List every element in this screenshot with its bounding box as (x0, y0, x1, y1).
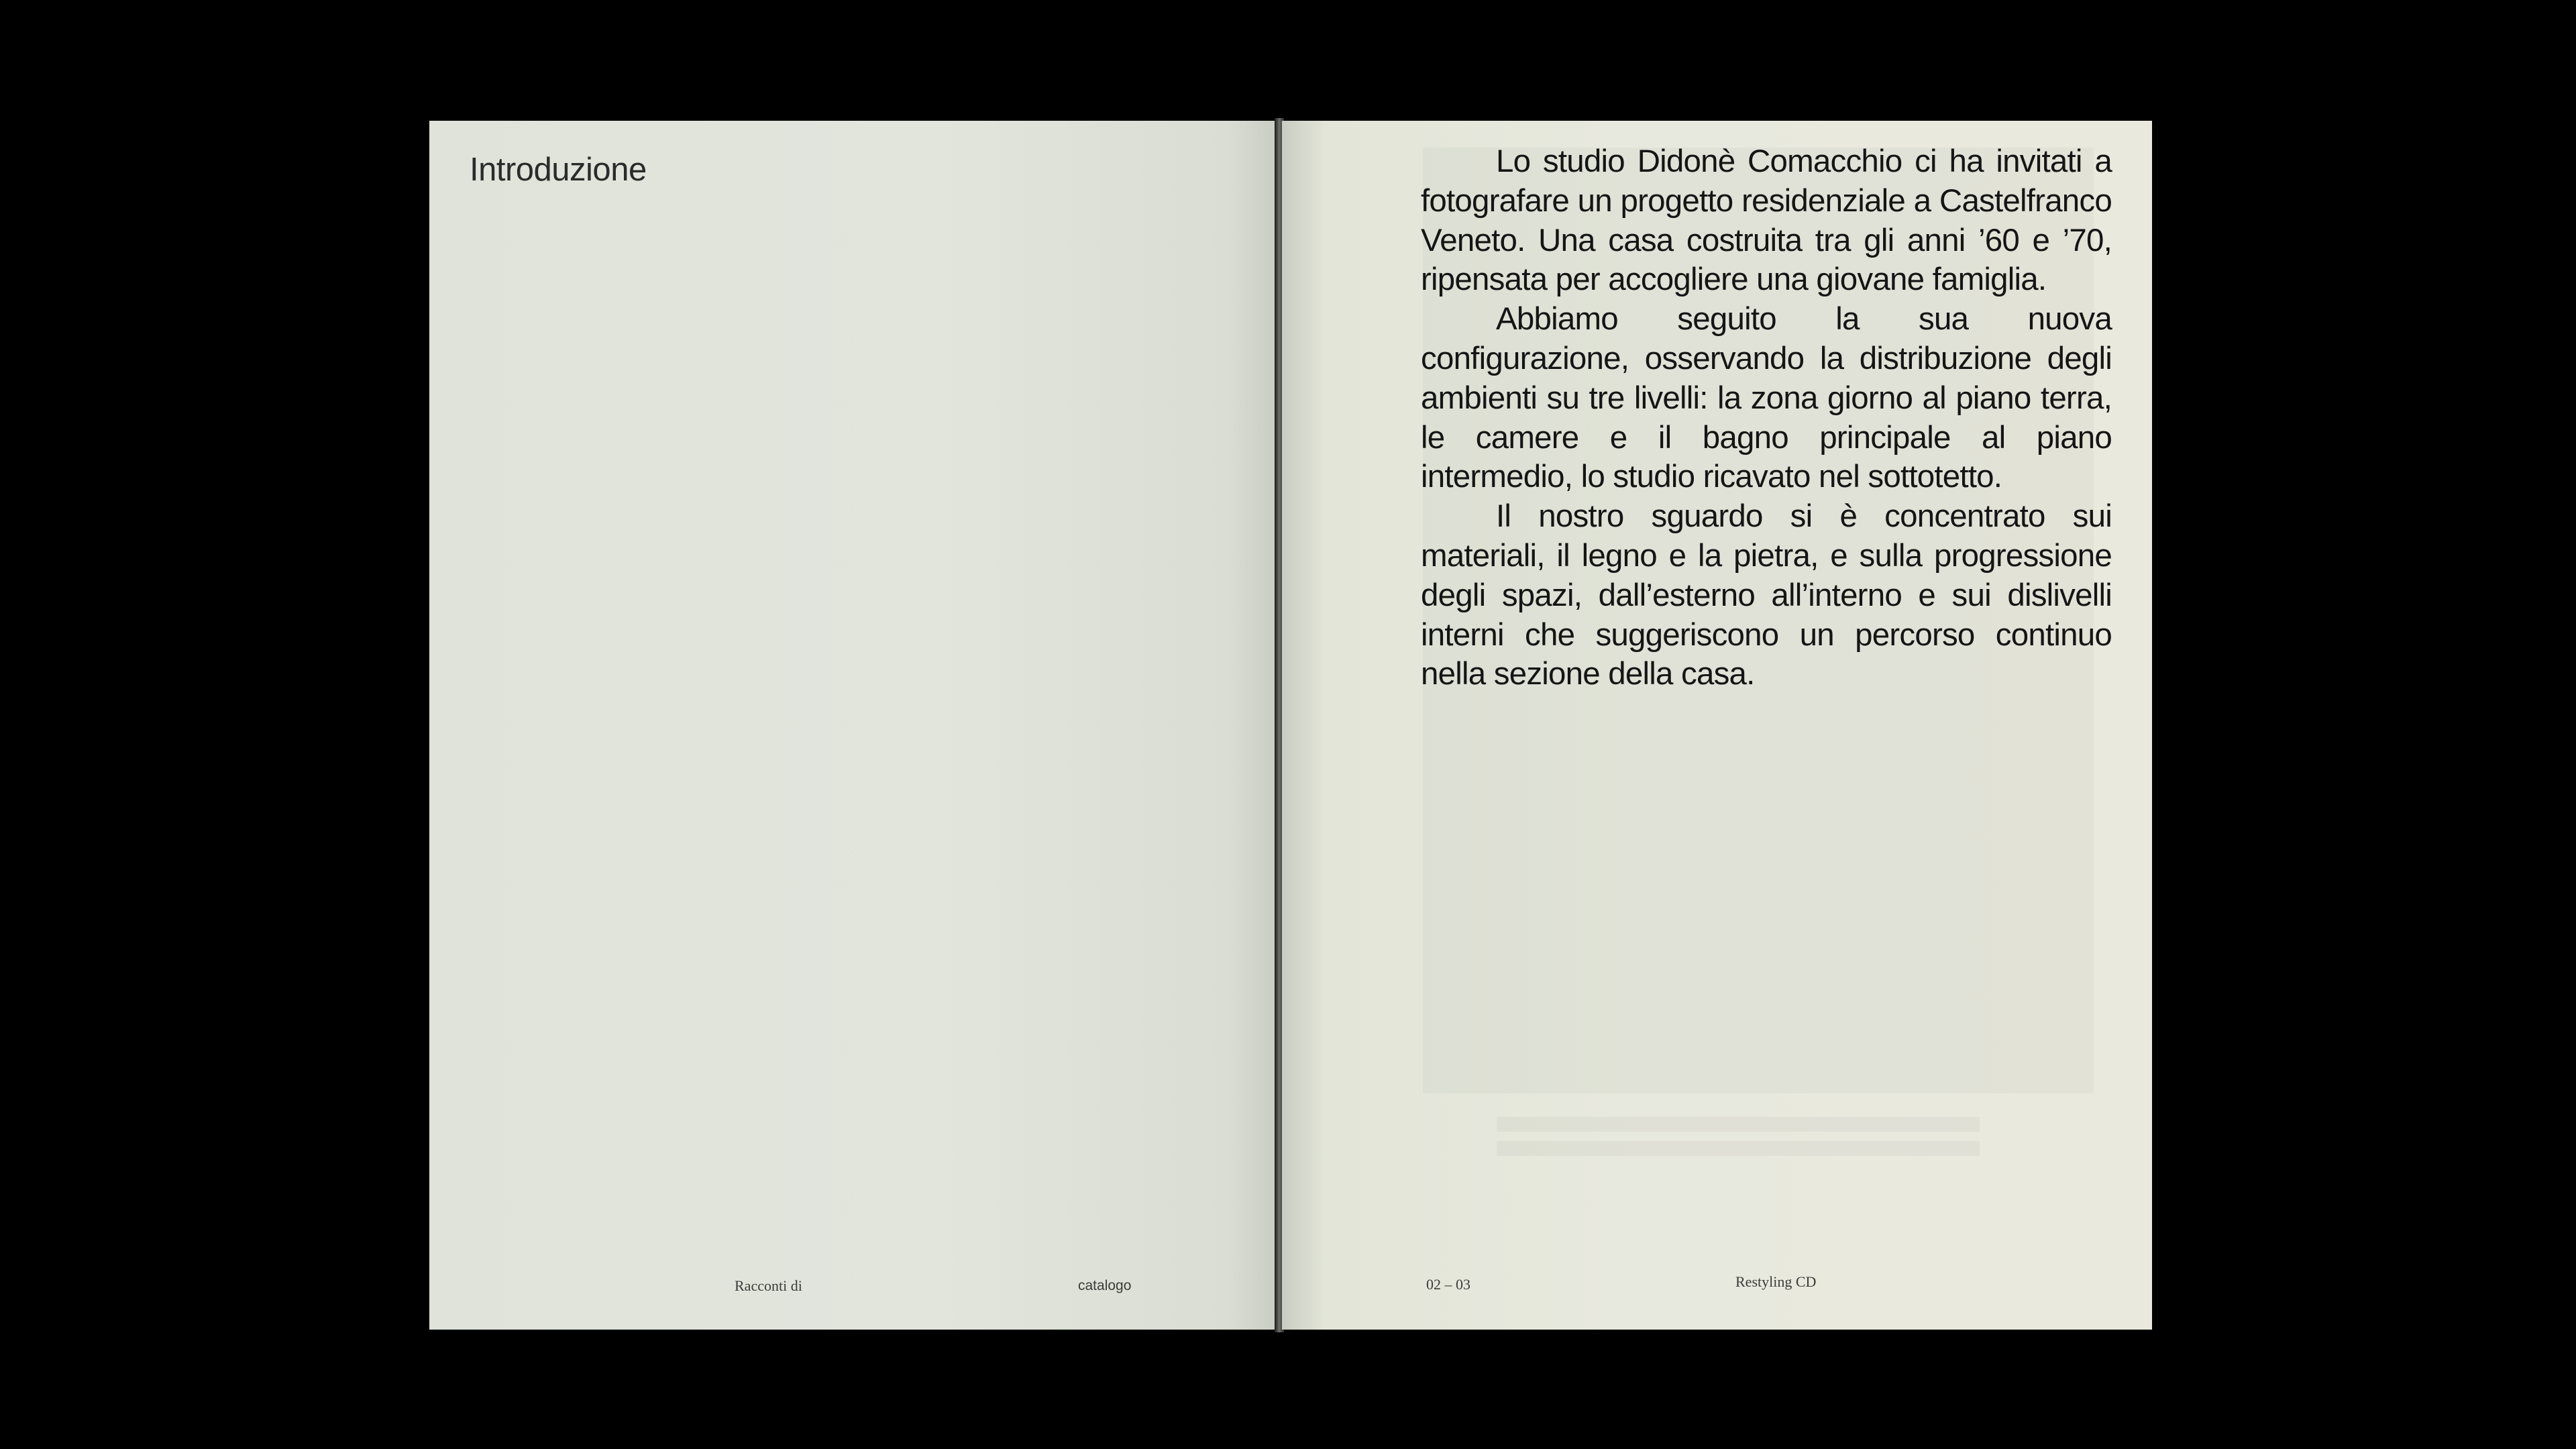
paragraph-3: Il nostro sguardo si è concentrato sui materiali, il legno e la pietra, e sulla progressione degli spazi, dall’esterno all’interno e sui dislivelli interni che suggeriscono un percorso continuo nella sezione della casa. (1421, 498, 2112, 692)
page-title: Introduzione (470, 152, 647, 188)
right-page (1282, 121, 2152, 1330)
paragraph-1: Lo studio Didonè Comacchio ci ha invitati a fotografare un progetto residenziale a Castelfranco Veneto. Una casa costruita tra gli anni ’60 e ’70, ripensata per accogliere una giovane famiglia. (1421, 144, 2112, 298)
show-through-caption (1497, 1117, 1980, 1164)
footer-left-text-2: catalogo (1078, 1278, 1132, 1293)
footer-right-text: Restyling CD (1735, 1273, 1817, 1290)
footer-left-text-1: Racconti di (735, 1277, 802, 1294)
page-numbers: 02 – 03 (1426, 1276, 1470, 1293)
left-page (429, 121, 1279, 1330)
body-text (1421, 142, 2112, 694)
paragraph-2: Abbiamo seguito la sua nuova configurazione, osservando la distribuzione degli ambienti su tre livelli: la zona giorno al piano terra, le camere e il bagno principale al piano intermedio, lo studio ricavato nel sottotetto. (1421, 301, 2112, 495)
